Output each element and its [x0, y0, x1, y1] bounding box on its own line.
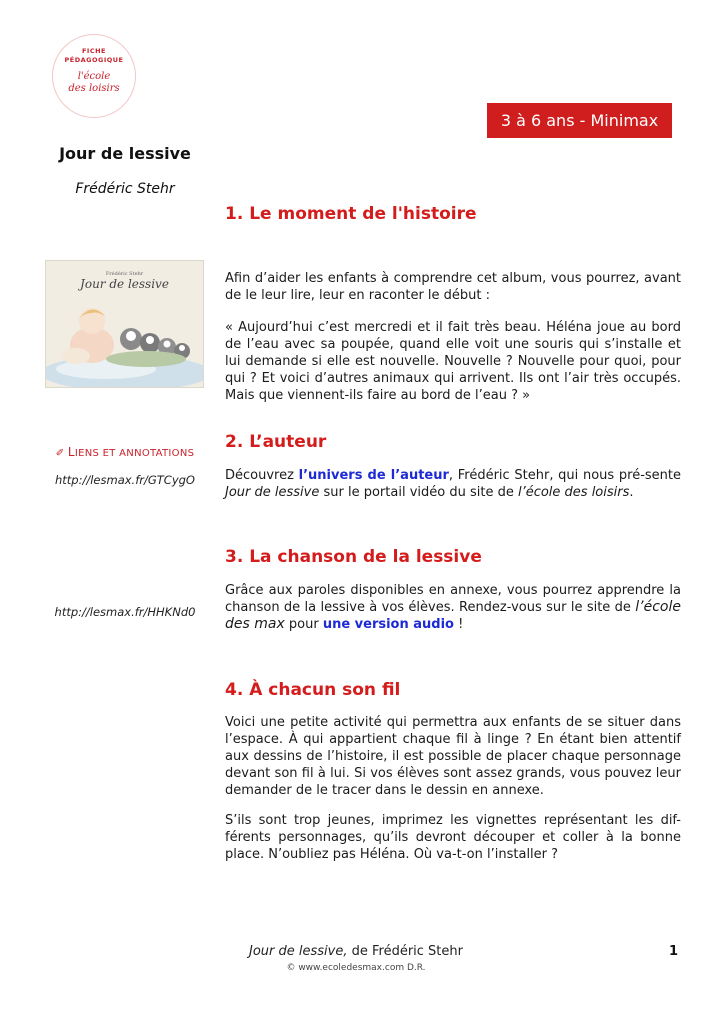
section-2-text: Découvrez l’univers de l’auteur, Frédéric Stehr, qui nous pré-sente Jour de lessive sur le portail vidéo du site de l’école des loisirs.: [225, 468, 681, 500]
section-1-story: « Aujourd’hui c’est mercredi et il fait très beau. Héléna joue au bord de l’eau avec sa poupée, quand elle voit une souris qui s’installe et lui demande si elle est nouvelle. Nouvelle ? Nouvelle pour quoi, pour qui ? Et voici d’autres animaux qui arrivent. Ils ont l’air très occupés. Mais que viennent-ils faire au bord de l’eau ? »: [225, 320, 681, 403]
logo-fiche: FICHE: [81, 47, 106, 55]
section-3-text: Grâce aux paroles disponibles en annexe, vous pourrez apprendre la chanson de la lessive à vos élèves. Rendez-vous sur le site de l’école des max pour une version audio !: [225, 583, 681, 632]
logo-ecole: l'école: [77, 71, 111, 82]
section-3-heading: 3. La chanson de la lessive: [225, 547, 482, 567]
ecole-des-loisirs-logo: [52, 34, 136, 118]
book-cover-image: [45, 260, 204, 388]
book-title: Jour de lessive: [59, 144, 191, 163]
cover-author: Frédéric Stehr: [105, 271, 144, 277]
cover-title: Jour de lessive: [80, 277, 169, 291]
logo-pedagogique: PÉDAGOGIQUE: [64, 56, 124, 64]
section-2-heading: 2. L’auteur: [225, 432, 327, 452]
section-4-activity: Voici une petite activité qui permettra aux enfants de se situer dans l’espace. À qui appartient chaque fil à linge ? En étant bien attentif aux dessins de l’histoire, il est possible de placer chaque personnage devant son fil à lui. Si vos élèves sont assez grands, vous pouvez leur demander de le tracer dans le dessin en annexe.: [225, 715, 681, 798]
pencil-icon: ✐: [55, 448, 65, 459]
audio-version-link[interactable]: une version audio: [322, 617, 454, 632]
author-universe-link[interactable]: l’univers de l’auteur: [298, 468, 449, 483]
section-1-intro: Afin d’aider les enfants à comprendre cet album, vous pourrez, avant de le leur lire, leur en raconter le début :: [225, 271, 681, 303]
audio-link-url[interactable]: http://lesmax.fr/HHKNd0: [54, 605, 196, 619]
links-annotations-label: ✐ LIENS ET ANNOTATIONS: [55, 445, 195, 459]
book-author: Frédéric Stehr: [75, 181, 175, 197]
logo-des-loisirs: des loisirs: [68, 83, 120, 94]
footer-copyright: © www.ecoledesmax.com D.R.: [286, 963, 426, 973]
age-badge: 3 à 6 ans - Minimax: [487, 103, 672, 138]
page-number: 1: [669, 944, 679, 959]
section-4-note: S’ils sont trop jeunes, imprimez les vignettes représentant les dif-férents personnages, qu’ils devront découper et coller à la bonne place. N’oubliez pas Héléna. Où va-t-on l’installer ?: [225, 813, 681, 862]
author-link-url[interactable]: http://lesmax.fr/GTCygO: [55, 473, 195, 487]
footer-title: Jour de lessive, de Frédéric Stehr: [248, 944, 463, 959]
section-4-heading: 4. À chacun son fil: [225, 680, 401, 700]
section-1-heading: 1. Le moment de l'histoire: [225, 204, 477, 224]
